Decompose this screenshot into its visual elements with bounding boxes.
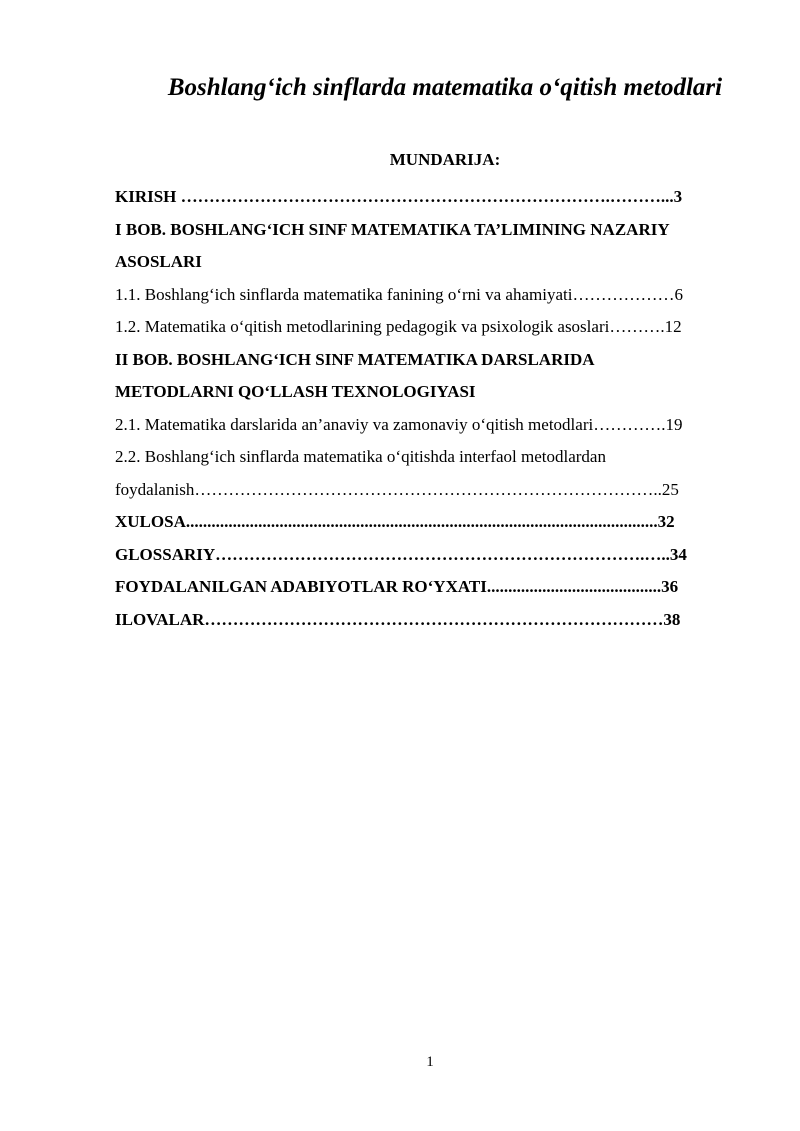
toc-entry-chapter-1-title-line-1[interactable]: I BOB. BOSHLANG‘ICH SINF MATEMATIKA TA’LIMINING NAZARIY [115,219,670,239]
toc-entry-chapter-1-title-line-2[interactable]: ASOSLARI [115,252,202,271]
toc-heading: MUNDARIJA: [389,150,501,169]
page-number: 1 [426,1054,434,1070]
toc-entry-section-2-1[interactable]: 2.1. Matematika darslarida an’anaviy va zamonaviy o‘qitish metodlari………….19 [115,414,683,434]
table-of-contents [115,181,745,636]
document-title: Boshlang‘ich sinflarda matematika o‘qitish metodlari [167,74,723,101]
toc-entry-xulosa[interactable]: XULOSA...............................................................................................................32 [115,512,675,531]
toc-entry-ilovalar[interactable]: ILOVALAR………………………………………………………………………38 [115,609,681,629]
toc-entry-section-2-2-line-2[interactable]: foydalanish………………………………………………………………………..25 [115,479,679,499]
toc-entry-glossariy[interactable]: GLOSSARIY………………………………………………………………….…..34 [115,544,687,564]
toc-entry-chapter-2-title-line-2[interactable]: METODLARNI QO‘LLASH TEXNOLOGIYASI [115,382,476,401]
toc-entry-section-1-1[interactable]: 1.1. Boshlang‘ich sinflarda matematika fanining o‘rni va ahamiyati………………6 [115,284,683,304]
toc-entry-section-2-2-line-1[interactable]: 2.2. Boshlang‘ich sinflarda matematika o‘qitishda interfaol metodlardan [115,447,606,466]
toc-entry-kirish[interactable]: KIRISH ………………………………………………………………….………...3 [115,187,683,206]
toc-entry-section-1-2[interactable]: 1.2. Matematika o‘qitish metodlarining pedagogik va psixologik asoslari……….12 [115,317,682,336]
toc-entry-adabiyotlar[interactable]: FOYDALANILGAN ADABIYOTLAR RO‘YXATI.........................................36 [115,577,679,596]
toc-entry-chapter-2-title-line-1[interactable]: II BOB. BOSHLANG‘ICH SINF MATEMATIKA DARSLARIDA [115,349,595,369]
